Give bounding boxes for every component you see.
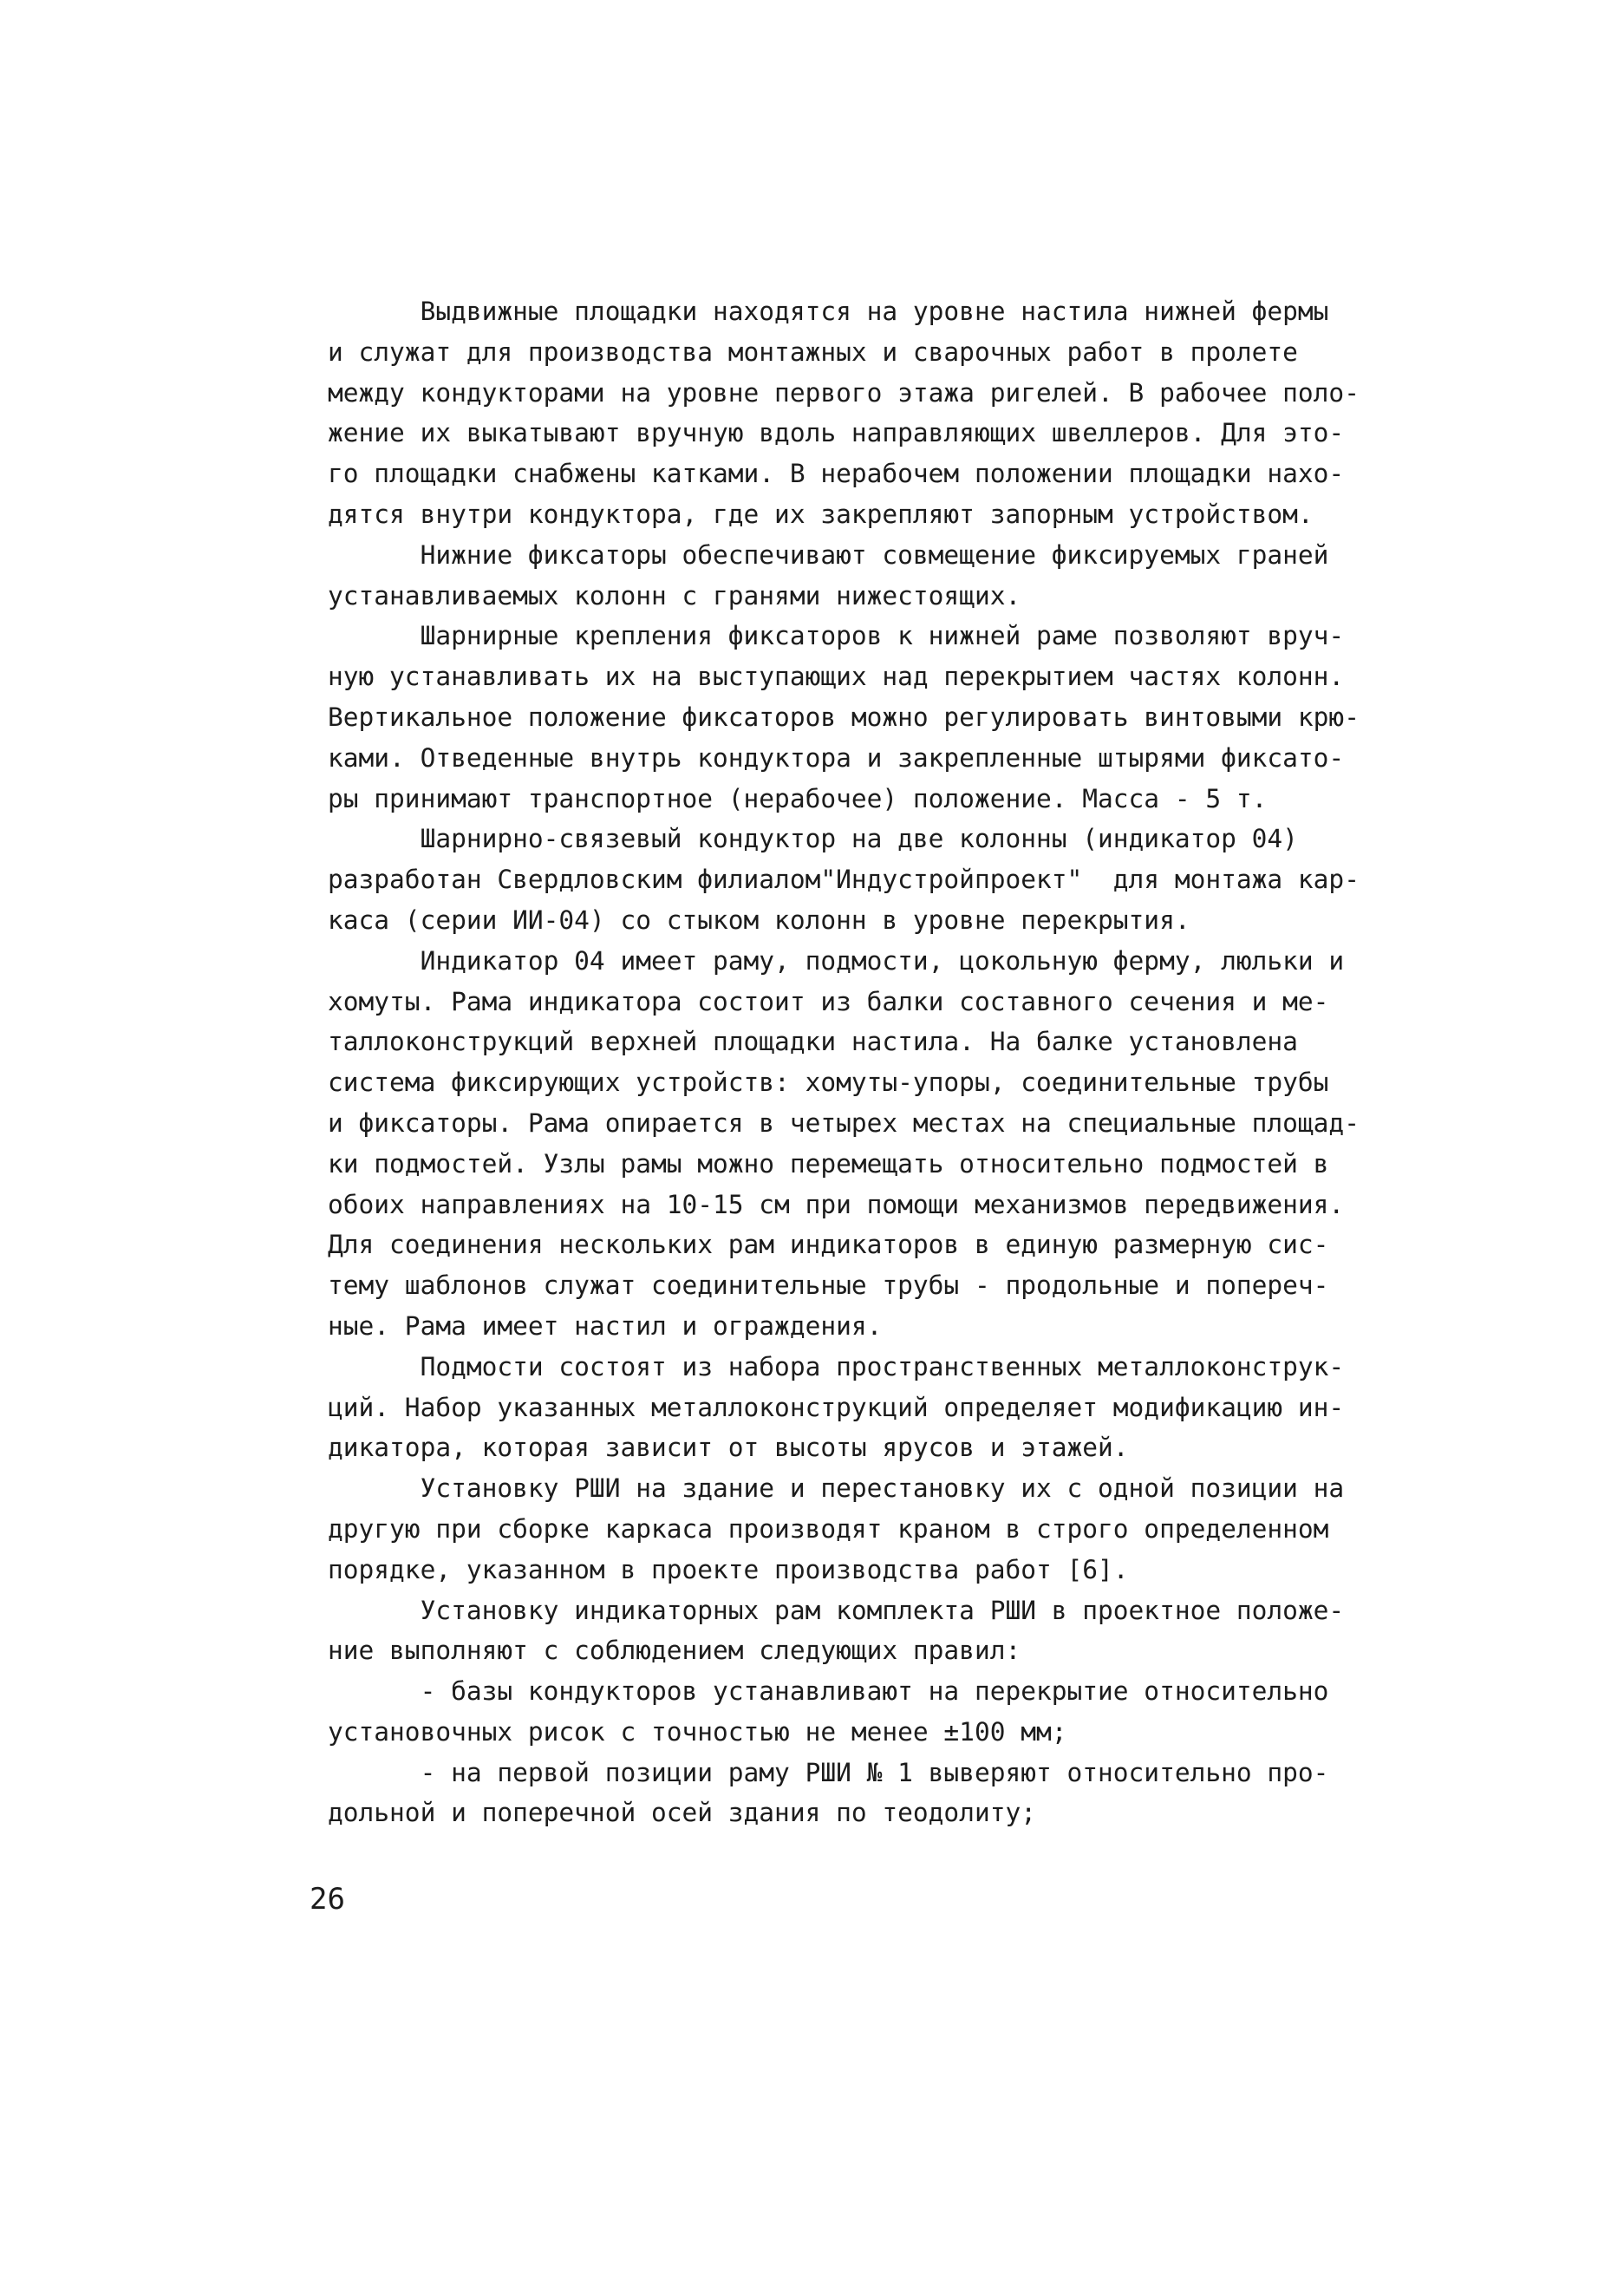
text-line: дикатора, которая зависит от высоты ярусов и этажей. [328,1433,1129,1463]
text-line: хомуты. Рама индикатора состоит из балки составного сечения и ме- [328,986,1329,1016]
text-line: - на первой позиции раму РШИ № 1 выверяют относительно про- [328,1757,1329,1787]
text-line: тему шаблонов служат соединительные трубы - продольные и попереч- [328,1270,1329,1301]
text-line: разработан Свердловским филиалом"Индустройпроект" для монтажа кар- [328,865,1360,895]
text-line: ние выполняют с соблюдением следующих правил: [328,1636,1021,1666]
text-line: устанавливаемых колонн с гранями нижестоящих. [328,580,1021,611]
text-line: порядке, указанном в проекте производства работ [6]. [328,1554,1129,1584]
text-line: ки подмостей. Узлы рамы можно перемещать относительно подмостей в [328,1148,1329,1179]
text-line: каса (серии ИИ-04) со стыком колонн в уровне перекрытия. [328,905,1190,935]
text-line: Нижние фиксаторы обеспечивают совмещение фиксируемых граней [328,539,1329,570]
text-line: го площадки снабжены катками. В нерабочем положении площадки нахо- [328,459,1345,489]
text-line: дятся внутри кондуктора, где их закрепляют запорным устройством. [328,499,1314,529]
text-line: ные. Рама имеет настил и ограждения. [328,1310,883,1341]
text-line: установочных рисок с точностью не менее ±100 мм; [328,1716,1067,1747]
text-line: Шарнирно-связевый кондуктор на две колонны (индикатор 04) [328,824,1298,854]
text-line: ками. Отведенные внутрь кондуктора и закрепленные штырями фиксато- [328,742,1345,773]
page-number: 26 [310,1882,345,1917]
text-line: Для соединения нескольких рам индикаторов в единую размерную сис- [328,1230,1329,1260]
text-line: Вертикальное положение фиксаторов можно регулировать винтовыми крю- [328,702,1360,732]
text-line: обоих направлениях на 10-15 см при помощи механизмов передвижения. [328,1189,1345,1219]
text-line: Установку индикаторных рам комплекта РШИ в проектное положе- [328,1595,1345,1625]
text-line: Выдвижные площадки находятся на уровне настила нижней фермы [328,297,1329,326]
text-line: и служат для производства монтажных и сварочных работ в пролете [328,336,1298,367]
text-line: Шарнирные крепления фиксаторов к нижней раме позволяют вруч- [328,621,1345,651]
text-line: ций. Набор указанных металлоконструкций определяет модификацию ин- [328,1392,1345,1422]
text-line: между кондукторами на уровне первого этажа ригелей. В рабочее поло- [328,377,1360,408]
text-line: другую при сборке каркаса производят краном в строго определенном [328,1513,1329,1544]
text-line: жение их выкатывают вручную вдоль направляющих швеллеров. Для это- [328,418,1345,448]
text-line: Установку РШИ на здание и перестановку их с одной позиции на [328,1473,1345,1504]
body-text [328,291,1446,1833]
text-line: система фиксирующих устройств: хомуты-упоры, соединительные трубы [328,1068,1329,1098]
text-line: - базы кондукторов устанавливают на перекрытие относительно [328,1676,1329,1707]
text-line: и фиксаторы. Рама опирается в четырех местах на специальные площад- [328,1107,1360,1138]
text-line: ры принимают транспортное (нерабочее) положение. Масса - 5 т. [328,783,1268,813]
text-line: ную устанавливать их на выступающих над перекрытием частях колонн. [328,662,1345,692]
text-line: дольной и поперечной осей здания по теодолиту; [328,1798,1036,1828]
text-line: Подмости состоят из набора пространственных металлоконструк- [328,1351,1345,1381]
text-line: Индикатор 04 имеет раму, подмости, цокольную ферму, люльки и [328,945,1345,976]
text-line: таллоконструкций верхней площадки настила. На балке установлена [328,1027,1298,1057]
